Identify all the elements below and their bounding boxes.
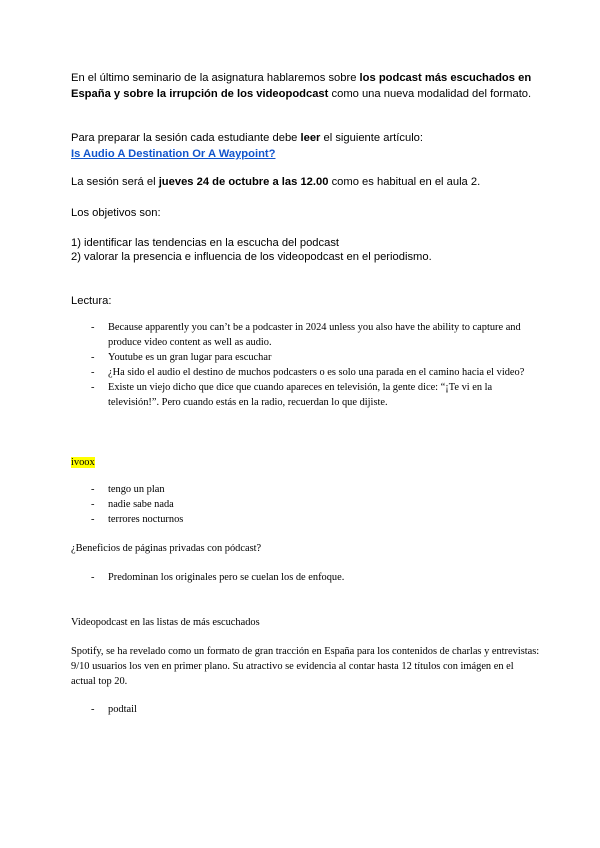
videopodcast-list [71,702,541,717]
intro-text-end: como una nueva modalidad del formato. [328,88,532,100]
article-link[interactable]: Is Audio A Destination Or A Waypoint? [71,148,276,160]
ivoox-title: ivoox [71,457,95,468]
preparation-bold: leer [300,132,321,144]
preparation-text-end: el siguiente artículo: [320,132,424,144]
lectura-list [71,320,541,410]
lectura-title: Lectura: [71,295,112,307]
list-item: - ¿Ha sido el audio el destino de muchos podcasters o es solo una parada en el camino hacia el video? [71,365,541,380]
list-item: - Because apparently you can’t be a podcaster in 2024 unless you also have the ability to capture and produce video content as well as audio. [71,320,541,350]
ivoox-list [71,482,541,527]
intro-text: En el último seminario de la asignatura hablaremos sobre [71,72,360,84]
session-text-end: como es habitual en el aula 2. [328,176,481,188]
objectives-title: Los objetivos son: [71,207,161,219]
videopodcast-title: Videopodcast en las listas de más escuchados [71,617,260,628]
list-item: - podtail [71,702,541,717]
list-item: - nadie sabe nada [71,497,541,512]
session-text: La sesión será el [71,176,159,188]
article-link-line [71,146,541,162]
objective-1: 1) identificar las tendencias en la escucha del podcast [71,237,340,249]
objective-2: 2) valorar la presencia e influencia de los videopodcast en el periodismo. [71,251,432,263]
intro-bold-topic: los podcast más escuchados en España y sobre la irrupción de los videopodcast [71,72,532,100]
preparation-paragraph [71,130,541,146]
ivoox-title-line [71,455,541,470]
session-paragraph [71,174,541,190]
list-item: - Predominan los originales pero se cuelan los de enfoque. [71,570,541,585]
intro-paragraph [71,70,541,102]
videopodcast-paragraph: Spotify, se ha revelado como un formato de gran tracción en España para los contenidos de charlas y entrevistas: 9/10 usuarios los ven en primer plano. Su atractivo se evidencia al contar hasta 12 títulos con imágen en el actual top 20. [71,646,540,687]
list-item: - Existe un viejo dicho que dice que cuando apareces en televisión, la gente dice: “¡Te vi en la televisión!”. Pero cuando estás en la radio, recuerdan lo que dijiste. [71,380,541,410]
list-item: - tengo un plan [71,482,541,497]
privadas-list [71,570,541,585]
session-date: jueves 24 de octubre a las 12.00 [158,176,329,188]
list-item: - Youtube es un gran lugar para escuchar [71,350,541,365]
privadas-question: ¿Beneficios de páginas privadas con pódcast? [71,543,262,554]
list-item: - terrores nocturnos [71,512,541,527]
preparation-text: Para preparar la sesión cada estudiante debe [71,132,301,144]
